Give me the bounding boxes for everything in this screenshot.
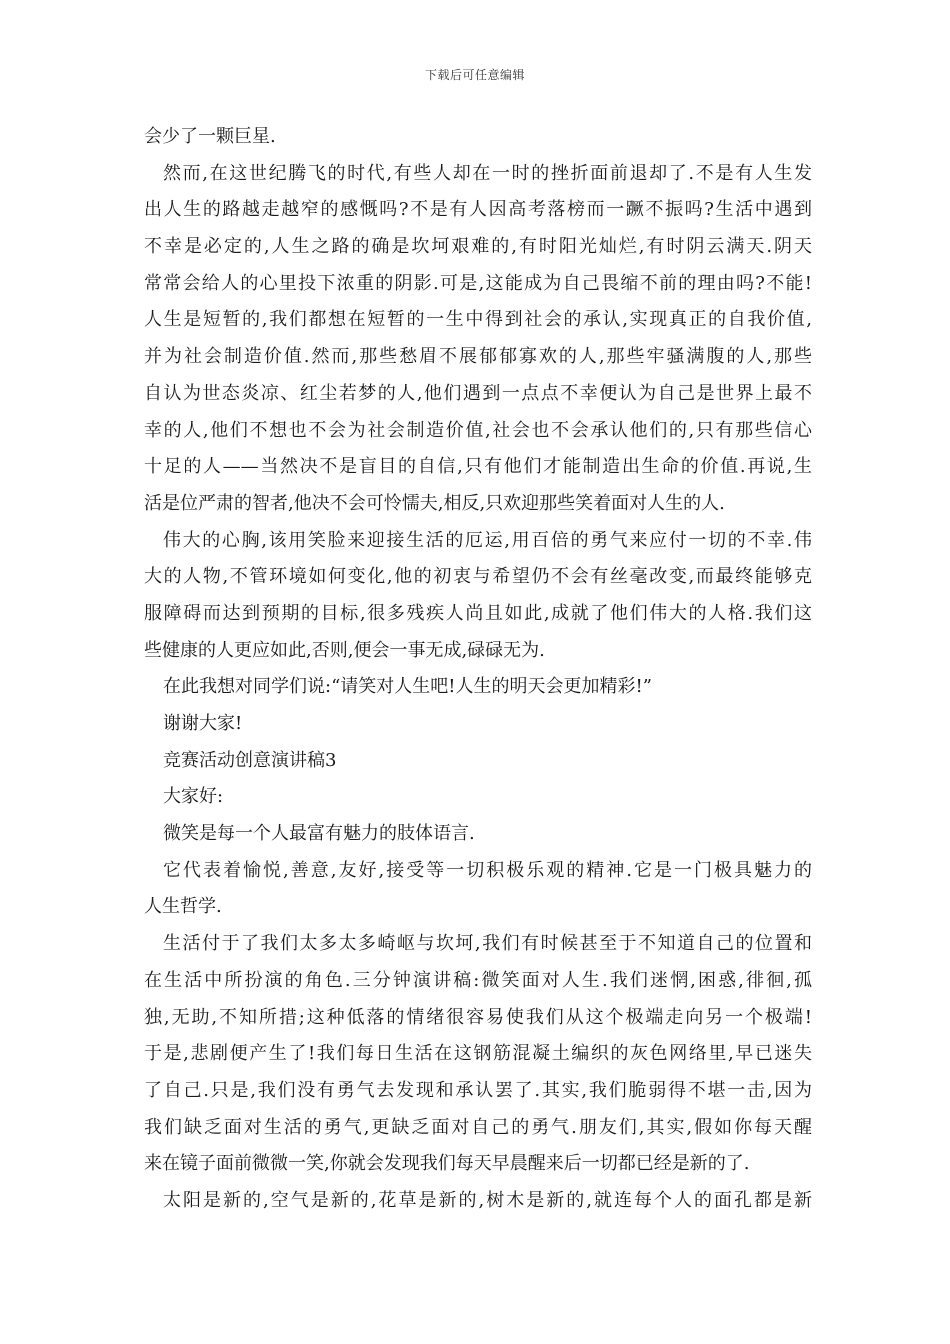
- text-line: 服障碍而达到预期的目标,很多残疾人尚且如此,成就了他们伟大的人格.我们这: [144, 602, 812, 624]
- text-line: 活是位严肃的智者,他决不会可怜懦夫,相反,只欢迎那些笑着面对人生的人.: [144, 492, 725, 514]
- text-line: 独,无助,不知所措;这种低落的情绪很容易使我们从这个极端走向另一个极端!: [144, 1006, 812, 1028]
- text-line: 谢谢大家!: [163, 713, 243, 734]
- text-line: 常常会给人的心里投下浓重的阴影.可是,这能成为自己畏缩不前的理由吗?不能!: [144, 272, 812, 294]
- text-line: 会少了一颗巨星.: [144, 126, 276, 147]
- text-line: 伟大的心胸,该用笑脸来迎接生活的厄运,用百倍的勇气来应付一切的不幸.伟: [163, 529, 812, 551]
- text-line: 人生哲学.: [144, 896, 222, 918]
- text-line: 太阳是新的,空气是新的,花草是新的,树木是新的,就连每个人的面孔都是新: [163, 1189, 812, 1211]
- text-line: 些健康的人更应如此,否则,便会一事无成,碌碌无为.: [144, 639, 545, 661]
- text-line: 然而,在这世纪腾飞的时代,有些人却在一时的挫折面前退却了.不是有人生发: [163, 162, 812, 184]
- text-line: 不幸是必定的,人生之路的确是坎坷艰难的,有时阳光灿烂,有时阴云满天.阴天: [144, 236, 812, 258]
- text-line: 我们缺乏面对生活的勇气,更缺乏面对自己的勇气.朋友们,其实,假如你每天醒: [144, 1116, 812, 1138]
- text-line: 它代表着愉悦,善意,友好,接受等一切积极乐观的精神.它是一门极具魅力的: [163, 859, 812, 881]
- text-line: 生活付于了我们太多太多崎岖与坎坷,我们有时候甚至于不知道自己的位置和: [163, 933, 812, 955]
- text-line: 大的人物,不管环境如何变化,他的初衷与希望仍不会有丝毫改变,而最终能够克: [144, 566, 812, 588]
- page-header-note: 下载后可任意编辑: [424, 68, 525, 82]
- document-body: [144, 119, 812, 1220]
- text-line: 在生活中所扮演的角色.三分钟演讲稿:微笑面对人生.我们迷惘,困惑,徘徊,孤: [144, 969, 812, 991]
- text-line: 了自己.只是,我们没有勇气去发现和承认罢了.其实,我们脆弱得不堪一击,因为: [144, 1079, 812, 1101]
- text-line: 于是,悲剧便产生了!我们每日生活在这钢筋混凝土编织的灰色网络里,早已迷失: [144, 1043, 812, 1065]
- text-line: 人生是短暂的,我们都想在短暂的一生中得到社会的承认,实现真正的自我价值,: [144, 309, 812, 331]
- text-line: 十足的人——当然决不是盲目的自信,只有他们才能制造出生命的价值.再说,生: [144, 456, 812, 478]
- text-line: 出人生的路越走越窄的感慨吗?不是有人因高考落榜而一蹶不振吗?生活中遇到: [144, 199, 812, 221]
- text-line: 来在镜子面前微微一笑,你就会发现我们每天早晨醒来后一切都已经是新的了.: [144, 1153, 750, 1175]
- text-line: 幸的人,他们不想也不会为社会制造价值,社会也不会承认他们的,只有那些信心: [144, 419, 812, 441]
- text-line: 竞赛活动创意演讲稿3: [163, 749, 337, 771]
- text-line: 在此我想对同学们说:“请笑对人生吧!人生的明天会更加精彩!”: [163, 676, 652, 698]
- text-line: 自认为世态炎凉、红尘若梦的人,他们遇到一点点不幸便认为自己是世界上最不: [144, 382, 812, 404]
- text-line: 微笑是每一个人最富有魅力的肢体语言.: [163, 823, 475, 845]
- text-line: 并为社会制造价值.然而,那些愁眉不展郁郁寡欢的人,那些牢骚满腹的人,那些: [144, 346, 812, 368]
- text-line: 大家好:: [163, 786, 224, 808]
